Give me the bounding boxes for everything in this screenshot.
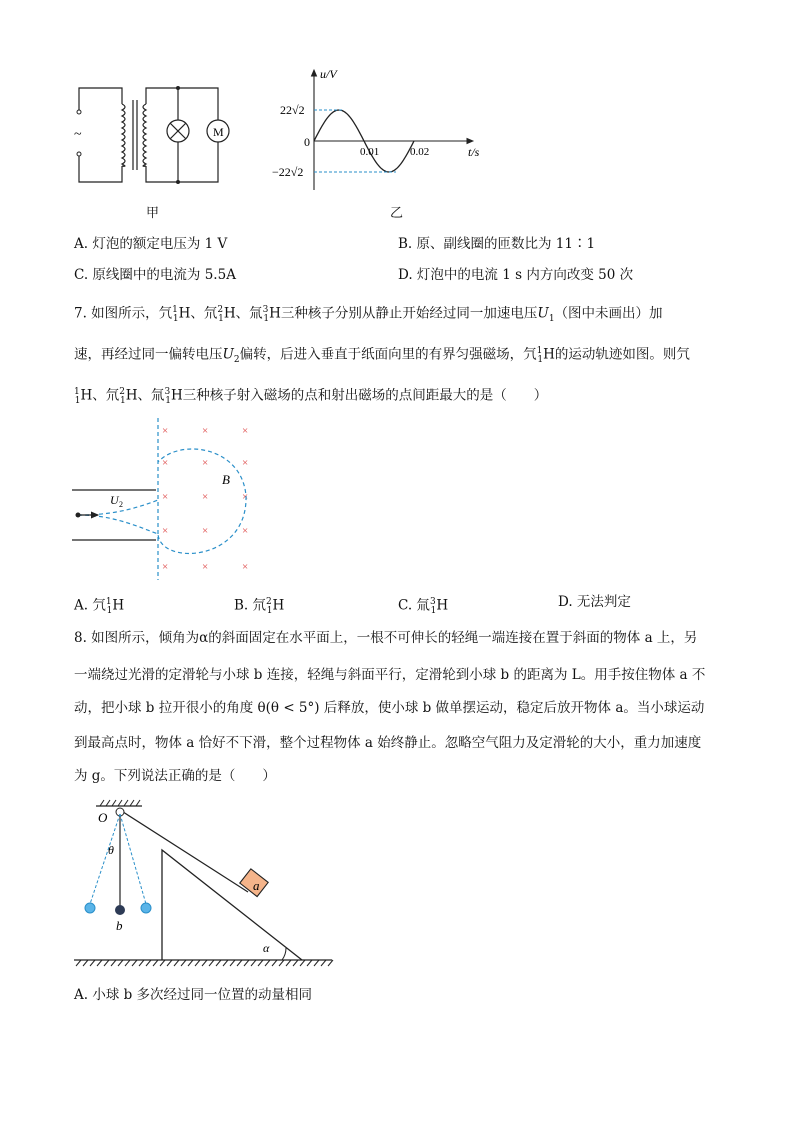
label-o: O bbox=[98, 810, 108, 825]
voltage-waveform-chart bbox=[268, 60, 488, 200]
q7-option-a[interactable]: A. 氕$^1_1$H bbox=[74, 597, 125, 617]
motor-label: M bbox=[213, 125, 224, 139]
q8-line-1: 8. 如图所示，倾角为α的斜面固定在水平面上，一根不可伸长的轻绳一端连接在置于斜面的物体 a 上，另 bbox=[74, 630, 698, 646]
field-x-mark: × bbox=[242, 561, 249, 573]
x-axis-label: t/s bbox=[468, 145, 480, 159]
label-theta: θ bbox=[108, 843, 114, 857]
field-x-mark: × bbox=[162, 425, 169, 437]
q8-option-a[interactable]: A. 小球 b 多次经过同一位置的动量相同 bbox=[74, 987, 313, 1003]
incline bbox=[162, 850, 302, 960]
field-x-mark: × bbox=[162, 525, 169, 537]
field-x-mark: × bbox=[202, 457, 209, 469]
q6-option-c[interactable]: C. 原线圈中的电流为 5.5A bbox=[74, 267, 236, 283]
figure-yi-caption: 乙 bbox=[390, 206, 404, 221]
field-x-mark: × bbox=[242, 425, 249, 437]
origin-label: 0 bbox=[304, 135, 310, 149]
magnetic-field-figure bbox=[70, 416, 270, 582]
q7-line-3: $^1_1$H、氘$^2_1$H、氚$^3_1$H三种核子射入磁场的点和射出磁场的点间距最大的是（ ） bbox=[74, 387, 548, 407]
field-x-mark: × bbox=[162, 491, 169, 503]
q6-option-d[interactable]: D. 灯泡中的电流 1 s 内方向改变 50 次 bbox=[398, 267, 634, 283]
y-axis-label: u/V bbox=[320, 67, 337, 81]
t2-tick: 0.02 bbox=[410, 146, 430, 158]
field-label-b: B bbox=[222, 472, 230, 487]
t1-tick: 0.01 bbox=[360, 146, 380, 158]
rope-incline bbox=[120, 810, 248, 892]
field-x-mark: × bbox=[202, 491, 209, 503]
figure-jia-caption: 甲 bbox=[146, 206, 160, 221]
field-x-mark: × bbox=[202, 525, 209, 537]
q6-option-a[interactable]: A. 灯泡的额定电压为 1 V bbox=[74, 236, 228, 252]
sine-curve bbox=[314, 103, 373, 141]
label-b: b bbox=[116, 918, 123, 933]
q7-line-2: 速，再经过同一偏转电压$U_2$偏转，后进入垂直于纸面向里的有界匀强磁场，氕$^1_1$H的运动轨迹如图。则氕 bbox=[74, 346, 690, 366]
field-label-u: U bbox=[110, 493, 119, 507]
q8-line-4: 到最高点时，物体 a 恰好不下滑，整个过程物体 a 始终静止。忽略空气阻力及定滑轮的大小，重力加速度 bbox=[74, 735, 702, 751]
label-a: a bbox=[253, 878, 260, 893]
field-marks bbox=[162, 425, 248, 573]
q8-line-3: 动，把小球 b 拉开很小的角度 θ(θ < 5°) 后释放，使小球 b 做单摆运动，稳定后放开物体 a。当小球运动 bbox=[74, 700, 705, 716]
field-x-mark: × bbox=[242, 525, 249, 537]
pendulum-incline-figure bbox=[70, 796, 340, 974]
q7-option-c[interactable]: C. 氚$^3_1$H bbox=[398, 597, 449, 617]
q7-line-1: 7. 如图所示，氕$^1_1$H、氘$^2_1$H、氚$^3_1$H三种核子分别从静止开始经过同一加速电压$U_1$（图中未画出）加 bbox=[74, 305, 663, 325]
ac-source-symbol: ~ bbox=[74, 127, 82, 142]
field-x-mark: × bbox=[162, 457, 169, 469]
q8-line-5: 为 g。下列说法正确的是（ ） bbox=[74, 768, 276, 784]
ball-b bbox=[115, 905, 125, 915]
q7-option-d[interactable]: D. 无法判定 bbox=[558, 594, 631, 610]
field-x-mark: × bbox=[242, 457, 249, 469]
q6-option-b[interactable]: B. 原、副线圈的匝数比为 11∶1 bbox=[398, 236, 596, 252]
field-label-u-sub: 2 bbox=[119, 500, 123, 509]
field-x-mark: × bbox=[162, 561, 169, 573]
q8-line-2: 一端绕过光滑的定滑轮与小球 b 连接，轻绳与斜面平行，定滑轮到小球 b 的距离为 L。用手按住物体 a 不 bbox=[74, 667, 706, 683]
field-x-mark: × bbox=[202, 561, 209, 573]
q7-option-b[interactable]: B. 氘$^2_1$H bbox=[234, 597, 285, 617]
field-x-mark: × bbox=[242, 491, 249, 503]
transformer-circuit-figure bbox=[70, 82, 230, 192]
label-alpha: α bbox=[263, 941, 270, 955]
field-x-mark: × bbox=[202, 425, 209, 437]
y-top-tick: 22√2 bbox=[280, 103, 305, 117]
y-bottom-tick: −22√2 bbox=[272, 165, 304, 179]
